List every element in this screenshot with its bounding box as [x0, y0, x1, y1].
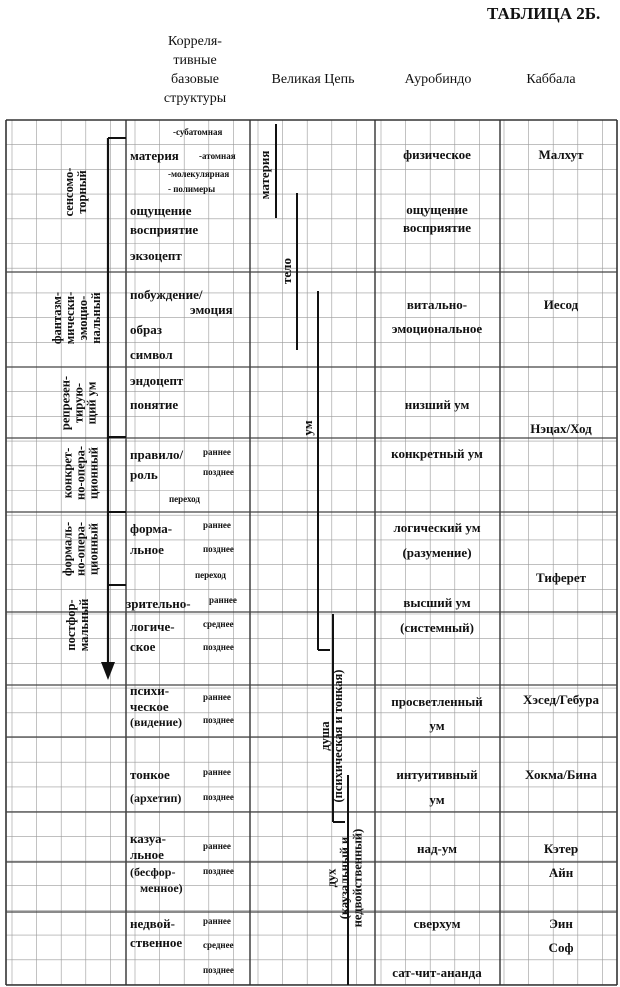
kabbalah-tiferet: Тиферет	[536, 570, 586, 585]
stage-line: щий ум	[84, 381, 99, 425]
aurobindo-reason: (разумение)	[402, 545, 472, 560]
kabbalah-netzach-hod: Нэцах/Ход	[530, 421, 592, 436]
structure-subtle-2: (архетип)	[130, 791, 182, 805]
structure-transition: переход	[169, 494, 200, 504]
stage-line: сенсомо-	[61, 167, 76, 217]
aurobindo-lower-mind: низший ум	[404, 397, 470, 412]
stage-line: ционный	[86, 522, 101, 576]
structure-atomic: -атомная	[199, 151, 236, 161]
structure-molecular: -молекулярная	[168, 169, 230, 179]
structure-nondual-2: ственное	[130, 935, 183, 950]
structure-concept: понятие	[130, 397, 179, 412]
great-chain-mind: ум	[300, 420, 316, 436]
stage-line: мальный	[77, 598, 91, 652]
stage-line: формаль-	[60, 521, 75, 577]
structure-polymers: - полимеры	[168, 184, 216, 194]
substage-late: позднее	[203, 965, 234, 975]
stage-line: тирую-	[71, 382, 86, 424]
stage-line: мически-	[62, 291, 77, 345]
substage-early: раннее	[203, 692, 231, 702]
structure-causal-3: (бесфор-	[130, 865, 176, 879]
stage-line: нальный	[89, 292, 104, 344]
stage-phantasmic-emotional	[51, 292, 104, 345]
substage-late: позднее	[203, 866, 234, 876]
header-basic-structures	[140, 32, 250, 108]
great-chain-line: недвойственный)	[350, 828, 365, 928]
stage-line: репрезен-	[58, 375, 73, 431]
substage-late: позднее	[203, 792, 234, 802]
structure-psychic-3: (видение)	[130, 715, 182, 729]
stage-line: ционный	[86, 446, 101, 500]
structure-causal: казуа-	[130, 831, 166, 846]
stage-postformal	[65, 599, 91, 652]
kabbalah-chokhmah-binah: Хокма/Бина	[525, 767, 597, 782]
stage-line: фантазм-	[49, 291, 64, 345]
aurobindo-higher-mind: высший ум	[403, 595, 471, 610]
structure-causal-2: льное	[130, 847, 164, 862]
aurobindo-emotional: эмоциональное	[391, 321, 483, 336]
structure-emotion: эмоция	[190, 302, 233, 317]
stage-line: постфор-	[63, 599, 78, 651]
substage-middle: среднее	[203, 940, 234, 950]
substage-early: раннее	[203, 841, 231, 851]
stage-sensorimotor	[63, 168, 89, 217]
stage-formal-operational	[61, 522, 100, 576]
structure-perception: восприятие	[130, 222, 199, 237]
great-chain-line: душа	[317, 721, 332, 751]
structure-vision-logic: зрительно-	[126, 596, 191, 611]
table-title: ТАБЛИЦА 2Б.	[487, 4, 601, 23]
stage-line: конкрет-	[60, 447, 75, 499]
substage-middle: среднее	[203, 619, 234, 629]
stage-line: но-опера-	[73, 522, 88, 576]
stage-line: но-опера-	[73, 446, 88, 500]
great-chain-soul	[319, 670, 345, 803]
aurobindo-intuitive-2: ум	[429, 792, 445, 807]
aurobindo-vital: витально-	[406, 297, 468, 312]
structure-subatomic: -субатомная	[173, 127, 223, 137]
aurobindo-perception: восприятие	[402, 220, 472, 235]
structure-role: роль	[130, 467, 158, 482]
structure-rule: правило/	[130, 447, 184, 462]
structure-impulse: побуждение/	[130, 287, 203, 302]
aurobindo-satchitananda: сат-чит-ананда	[392, 965, 482, 980]
aurobindo-logical-mind: логический ум	[393, 520, 481, 535]
header-line: базовые	[170, 72, 219, 87]
structure-matter: материя	[130, 148, 179, 163]
substage-late: позднее	[203, 715, 234, 725]
structure-exocept: экзоцепт	[130, 248, 182, 263]
structure-subtle: тонкое	[130, 767, 170, 782]
stage-concrete-operational	[61, 446, 100, 500]
great-chain-line: (каузальный и	[337, 836, 352, 920]
great-chain-body: тело	[279, 258, 295, 284]
structure-transition: переход	[195, 570, 226, 580]
kabbalah-keter: Кэтер	[543, 841, 579, 856]
structure-causal-4: менное)	[140, 881, 183, 895]
aurobindo-physical: физическое	[403, 147, 471, 162]
header-line: структуры	[163, 91, 227, 106]
structure-formal-2: льное	[130, 542, 164, 557]
great-chain-line: (психическая и тонкая)	[331, 669, 345, 803]
structure-nondual: недвой-	[130, 916, 175, 931]
structure-endocept: эндоцепт	[130, 373, 184, 388]
structure-formal: форма-	[130, 521, 173, 536]
kabbalah-sof: Соф	[548, 940, 574, 955]
header-great-chain: Великая Цепь	[271, 72, 355, 87]
stage-line: торный	[75, 170, 89, 214]
kabbalah-malkhut: Малхут	[538, 147, 584, 162]
aurobindo-sensation: ощущение	[406, 202, 468, 217]
header-line: тивные	[173, 53, 217, 68]
great-chain-spirit	[325, 829, 364, 928]
header-aurobindo: Ауробиндо	[404, 72, 472, 87]
aurobindo-supermind: сверхум	[413, 916, 461, 931]
substage-late: позднее	[203, 544, 234, 554]
stage-arrow-head	[101, 662, 115, 680]
aurobindo-illumined-2: ум	[429, 718, 445, 733]
kabbalah-ayin: Айн	[548, 865, 574, 880]
substage-late: позднее	[203, 467, 234, 477]
structure-symbol: символ	[130, 347, 173, 362]
substage-early: раннее	[203, 916, 231, 926]
great-chain-line: дух	[324, 868, 339, 888]
aurobindo-intuitive: интуитивный	[396, 767, 478, 782]
stage-representational	[59, 376, 98, 430]
substage-early: раннее	[203, 520, 231, 530]
structure-image: образ	[130, 322, 162, 337]
great-chain-matter: материя	[257, 150, 273, 200]
structure-vision-logic-3: ское	[130, 639, 156, 654]
substage-late: позднее	[203, 642, 234, 652]
structure-sensation: ощущение	[130, 203, 192, 218]
header-kabbalah: Каббала	[526, 72, 576, 87]
header-line: Корреля-	[168, 34, 222, 49]
kabbalah-chesed-gevurah: Хэсед/Гебура	[522, 692, 600, 707]
substage-early: раннее	[203, 767, 231, 777]
structure-vision-logic-2: логиче-	[130, 619, 175, 634]
substage-early: раннее	[209, 595, 237, 605]
substage-early: раннее	[203, 447, 231, 457]
aurobindo-concrete-mind: конкретный ум	[391, 446, 483, 461]
structure-psychic-2: ческое	[130, 699, 169, 714]
aurobindo-systemic: (системный)	[400, 620, 474, 635]
stage-line: эмоцио-	[76, 295, 90, 341]
structure-psychic: психи-	[130, 683, 170, 698]
kabbalah-ein: Эин	[549, 916, 573, 931]
aurobindo-overmind: над-ум	[416, 841, 458, 856]
kabbalah-yesod: Иесод	[543, 297, 579, 312]
aurobindo-illumined: просветленный	[391, 694, 483, 709]
